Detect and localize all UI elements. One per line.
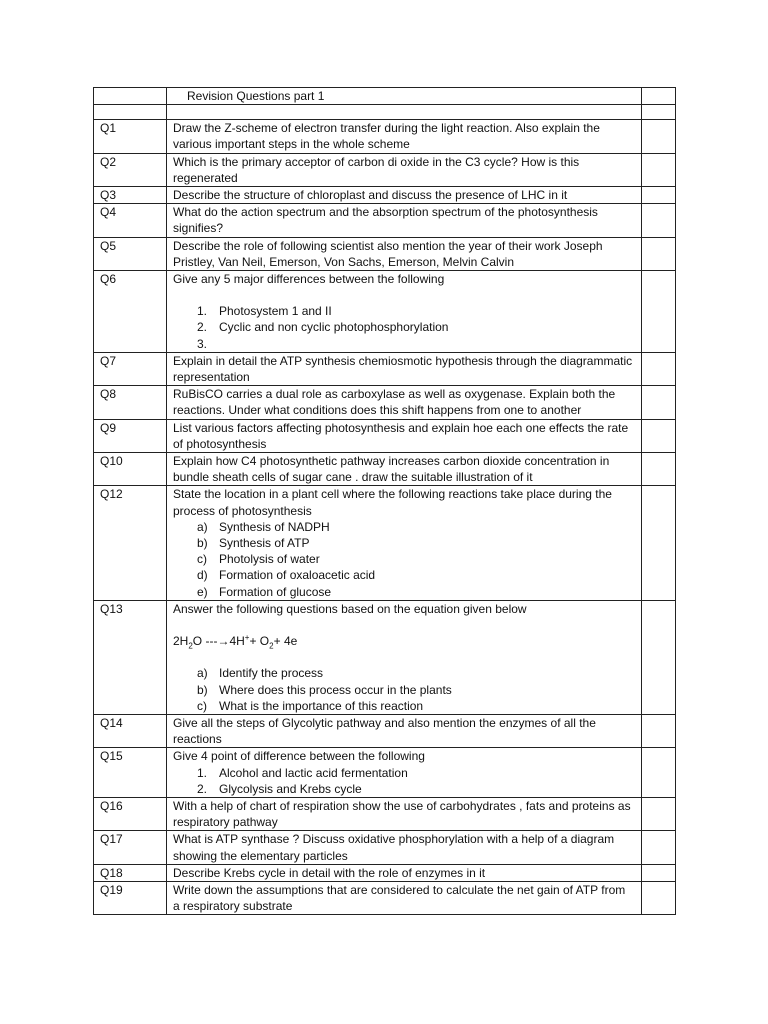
sub-item-marker: 2.	[197, 320, 208, 335]
question-number: Q19	[94, 881, 167, 914]
question-number: Q7	[94, 352, 167, 385]
empty-cell	[642, 187, 676, 204]
question-cell	[167, 204, 642, 237]
question-text: Give any 5 major differences between the following	[173, 272, 445, 287]
question-number: Q12	[94, 486, 167, 600]
sub-item-list	[173, 765, 635, 797]
question-number: Q1	[94, 120, 167, 153]
sub-item	[173, 698, 635, 714]
question-number: Q10	[94, 453, 167, 486]
question-number: Q17	[94, 831, 167, 864]
question-cell	[167, 237, 642, 270]
sub-item-marker: 3.	[197, 336, 208, 351]
question-cell	[167, 831, 642, 864]
sub-item-text: Formation of glucose	[219, 584, 332, 599]
sub-item	[173, 682, 635, 698]
question-row	[94, 120, 676, 153]
sub-item-marker: b)	[197, 682, 208, 697]
question-row	[94, 237, 676, 270]
question-text: Explain in detail the ATP synthesis chemiosmotic hypothesis through the diagrammatic representation	[173, 353, 633, 385]
empty-cell	[642, 271, 676, 353]
sub-item	[173, 781, 635, 797]
sub-item	[173, 535, 635, 551]
question-text: Answer the following questions based on the equation given below	[173, 601, 527, 616]
empty-cell	[642, 153, 676, 186]
question-text: Give 4 point of difference between the following	[173, 749, 425, 764]
sub-item-text: Identify the process	[219, 666, 324, 681]
question-text: State the location in a plant cell where the following reactions take place during the process of photosynthesis	[173, 487, 612, 518]
empty-cell	[642, 881, 676, 914]
sub-item	[173, 319, 635, 335]
question-row	[94, 204, 676, 237]
question-text: Describe the structure of chloroplast and discuss the presence of LHC in it	[173, 188, 568, 203]
question-number: Q13	[94, 600, 167, 714]
sub-item	[173, 336, 635, 352]
sub-item-text: Synthesis of NADPH	[219, 519, 330, 534]
question-cell	[167, 486, 642, 600]
question-row	[94, 714, 676, 747]
sub-item-marker: 2.	[197, 781, 208, 796]
question-number: Q3	[94, 187, 167, 204]
sub-item-marker: c)	[197, 698, 207, 713]
sub-item-list	[173, 665, 635, 714]
equation-part: O ---	[192, 634, 218, 649]
equation-part: 2H	[173, 634, 189, 649]
sub-item	[173, 519, 635, 535]
question-cell	[167, 600, 642, 714]
equation-part: +	[244, 633, 250, 643]
empty-cell	[94, 88, 167, 105]
empty-cell	[642, 486, 676, 600]
sub-item-marker: c)	[197, 552, 207, 567]
sub-item	[173, 765, 635, 781]
question-number: Q18	[94, 864, 167, 881]
empty-cell	[642, 864, 676, 881]
question-text: Draw the Z-scheme of electron transfer during the light reaction. Also explain the various important steps in the whole scheme	[173, 121, 600, 152]
empty-cell	[642, 797, 676, 830]
sub-item-text: What is the importance of this reaction	[219, 698, 424, 713]
question-row	[94, 187, 676, 204]
sub-item	[173, 303, 635, 319]
empty-cell	[167, 105, 642, 120]
question-row	[94, 386, 676, 419]
sub-item-list	[173, 303, 635, 352]
question-row	[94, 352, 676, 385]
question-cell	[167, 453, 642, 486]
sub-item-list	[173, 519, 635, 600]
empty-cell	[642, 600, 676, 714]
sub-item-text: Photolysis of water	[219, 552, 320, 567]
empty-cell	[642, 831, 676, 864]
question-number: Q15	[94, 748, 167, 798]
empty-cell	[642, 204, 676, 237]
question-text: What do the action spectrum and the absorption spectrum of the photosynthesis signifies?	[173, 205, 598, 236]
question-row	[94, 486, 676, 600]
question-cell	[167, 864, 642, 881]
question-cell	[167, 714, 642, 747]
sub-item	[173, 665, 635, 681]
question-number: Q2	[94, 153, 167, 186]
blank-row	[94, 105, 676, 120]
title-row	[94, 88, 676, 105]
question-row	[94, 453, 676, 486]
question-number: Q14	[94, 714, 167, 747]
sheet-title: Revision Questions part 1	[167, 88, 642, 105]
sub-item-marker: 1.	[197, 304, 208, 319]
question-row	[94, 881, 676, 914]
equation-part: →	[217, 634, 230, 649]
question-text: Describe the role of following scientist also mention the year of their work Joseph Pristley, Van Neil, Emerson, Von Sachs, Emerson, Melvin Calvin	[173, 238, 603, 269]
question-row	[94, 748, 676, 798]
sub-item-marker: e)	[197, 584, 208, 599]
empty-cell	[642, 237, 676, 270]
question-cell	[167, 419, 642, 452]
sub-item-text: Photosystem 1 and II	[219, 304, 332, 319]
question-row	[94, 153, 676, 186]
sub-item	[173, 584, 635, 600]
questions-table	[93, 87, 676, 915]
question-text: RuBisCO carries a dual role as carboxylase as well as oxygenase. Explain both the reactions. Under what conditions does this shift happens from one to another	[173, 387, 616, 418]
question-cell	[167, 120, 642, 153]
question-cell	[167, 153, 642, 186]
questions-table-body	[94, 88, 676, 915]
question-row	[94, 419, 676, 452]
question-text: Which is the primary acceptor of carbon di oxide in the C3 cycle? How is this regenerated	[173, 154, 580, 185]
question-number: Q16	[94, 797, 167, 830]
equation-part: 2	[269, 641, 274, 651]
equation	[173, 633, 635, 649]
question-text: With a help of chart of respiration show the use of carbohydrates , fats and proteins as respiratory pathway	[173, 798, 631, 830]
sub-item-text: Alcohol and lactic acid fermentation	[219, 765, 408, 780]
empty-cell	[642, 748, 676, 798]
question-text: List various factors affecting photosynthesis and explain hoe each one effects the rate of photosynthesis	[173, 420, 629, 451]
equation-part: 2	[188, 641, 193, 651]
question-text: Explain how C4 photosynthetic pathway increases carbon dioxide concentration in bundle sheath cells of sugar cane . draw the suitable illustration of it	[173, 454, 610, 485]
question-cell	[167, 271, 642, 353]
empty-cell	[642, 714, 676, 747]
sub-item-marker: 1.	[197, 765, 208, 780]
empty-cell	[642, 453, 676, 486]
empty-cell	[642, 419, 676, 452]
question-number: Q8	[94, 386, 167, 419]
question-row	[94, 864, 676, 881]
empty-cell	[642, 88, 676, 105]
question-row	[94, 600, 676, 714]
equation-part: 4H	[229, 634, 245, 649]
empty-cell	[94, 105, 167, 120]
sub-item	[173, 567, 635, 583]
question-cell	[167, 797, 642, 830]
question-cell	[167, 748, 642, 798]
sub-item-text: Formation of oxaloacetic acid	[219, 568, 376, 583]
question-text: Describe Krebs cycle in detail with the role of enzymes in it	[173, 865, 486, 880]
empty-cell	[642, 352, 676, 385]
sub-item	[173, 551, 635, 567]
sub-item-text: Where does this process occur in the plants	[219, 682, 452, 697]
empty-cell	[642, 105, 676, 120]
question-number: Q4	[94, 204, 167, 237]
question-cell	[167, 386, 642, 419]
sub-item-marker: a)	[197, 519, 208, 534]
sub-item-text: Synthesis of ATP	[219, 536, 310, 551]
question-number: Q9	[94, 419, 167, 452]
question-row	[94, 831, 676, 864]
sub-item-marker: b)	[197, 536, 208, 551]
question-text: What is ATP synthase ? Discuss oxidative phosphorylation with a help of a diagram showing the elementary particles	[173, 832, 615, 863]
question-cell	[167, 352, 642, 385]
sub-item-text: Glycolysis and Krebs cycle	[219, 781, 362, 796]
sub-item-marker: d)	[197, 568, 208, 583]
question-row	[94, 271, 676, 353]
empty-cell	[642, 120, 676, 153]
question-text: Give all the steps of Glycolytic pathway and also mention the enzymes of all the reactions	[173, 715, 596, 747]
sub-item-text: Cyclic and non cyclic photophosphorylation	[219, 320, 449, 335]
question-cell	[167, 187, 642, 204]
equation-part: + O	[249, 634, 270, 649]
question-number: Q6	[94, 271, 167, 353]
question-number: Q5	[94, 237, 167, 270]
question-row	[94, 797, 676, 830]
equation-part: + 4e	[273, 634, 298, 649]
empty-cell	[642, 386, 676, 419]
question-text: Write down the assumptions that are considered to calculate the net gain of ATP from a respiratory substrate	[173, 882, 626, 914]
sub-item-marker: a)	[197, 666, 208, 681]
question-cell	[167, 881, 642, 914]
